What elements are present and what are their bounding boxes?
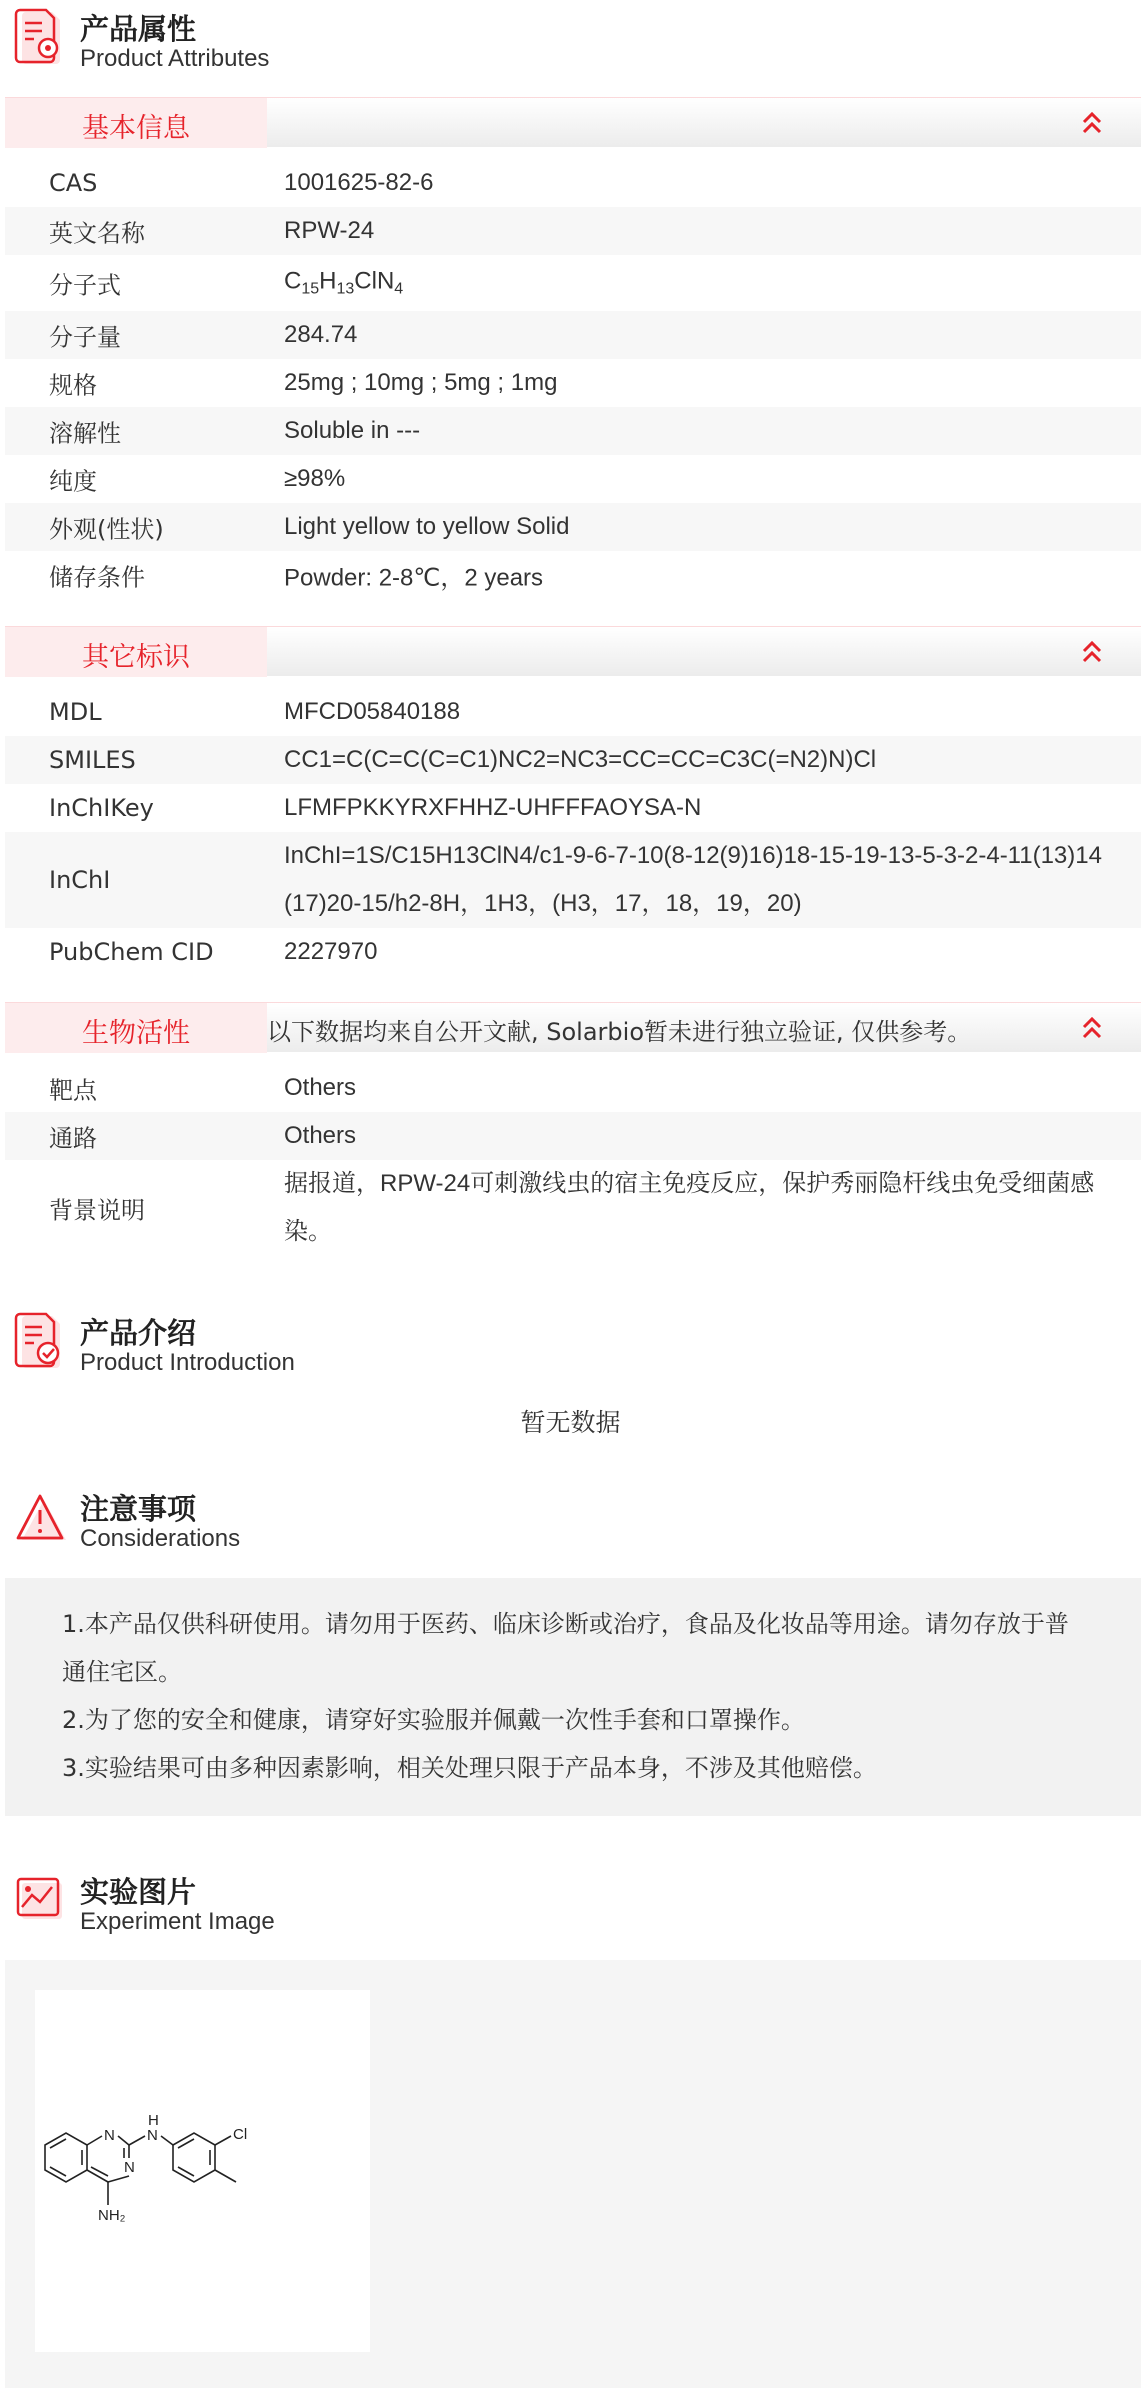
identifier-key: InChIKey (49, 794, 154, 822)
attribute-value: 284.74 (284, 321, 358, 348)
group-name: 基本信息 (82, 113, 190, 144)
image-chart-icon (14, 1869, 66, 1931)
attribute-key: 规格 (49, 371, 97, 400)
considerations-box (5, 1578, 1141, 1816)
warning-icon (14, 1486, 66, 1548)
identifier-row-inchi (5, 832, 1141, 928)
group-basic-info[interactable] (5, 97, 1141, 147)
bio-key: 通路 (49, 1124, 97, 1153)
consideration-item: 1.本产品仅供科研使用。请勿用于医药、临床诊断或治疗，食品及化妆品等用途。请勿存放于普通住宅区。 (62, 1610, 1069, 1686)
attribute-row-mw (5, 311, 1141, 359)
section-title: 注意事项 (80, 1492, 197, 1526)
identifier-key: MDL (49, 698, 102, 726)
collapse-chevron-icon[interactable] (1081, 1016, 1103, 1040)
attribute-row-spec (5, 359, 1141, 407)
group-other-ids[interactable] (5, 626, 1141, 676)
bio-key: 靶点 (49, 1076, 97, 1105)
attribute-value: 25mg ; 10mg ; 5mg ; 1mg (284, 369, 558, 396)
identifier-value: CC1=C(C=C(C=C1)NC2=NC3=CC=CC=C3C(=N2)N)Cl (284, 746, 877, 773)
group-name: 其它标识 (82, 642, 190, 673)
identifier-row-mdl (5, 688, 1141, 736)
document-check-icon (14, 1310, 66, 1372)
consideration-item: 2.为了您的安全和健康，请穿好实验服并佩戴一次性手套和口罩操作。 (62, 1706, 805, 1734)
section-subtitle: Product Attributes (80, 45, 270, 72)
attribute-value: 1001625-82-6 (284, 169, 434, 196)
collapse-chevron-icon[interactable] (1081, 640, 1103, 664)
attribute-key: 储存条件 (49, 563, 145, 592)
identifier-key: InChI (49, 866, 111, 894)
atom-label-nh2: NH₂ (98, 2207, 126, 2224)
identifier-value: LFMFPKKYRXFHHZ-UHFFFAOYSA-N (284, 794, 702, 821)
group-bioactivity[interactable] (5, 1002, 1141, 1052)
group-name: 生物活性 (82, 1018, 190, 1049)
attribute-row-formula (5, 255, 1141, 311)
experiment-image-area (5, 1960, 1141, 2388)
no-data-text: 暂无数据 (520, 1408, 621, 1437)
attribute-key: 溶解性 (49, 419, 121, 448)
section-title: 产品介绍 (80, 1316, 197, 1350)
attribute-key: 分子式 (49, 271, 121, 300)
attribute-value: ≥98% (284, 465, 346, 492)
bio-row-background (5, 1160, 1141, 1256)
attribute-row-solubility (5, 407, 1141, 455)
group-tab (5, 627, 267, 677)
attribute-value: Soluble in --- (284, 417, 421, 444)
identifier-key: SMILES (49, 746, 136, 774)
atom-label-cl: Cl (233, 2126, 248, 2143)
attribute-value: RPW-24 (284, 217, 375, 244)
attribute-row-appearance (5, 503, 1141, 551)
identifier-key: PubChem CID (49, 938, 214, 966)
atom-label-n: N (104, 2127, 115, 2144)
attribute-key: 纯度 (49, 467, 97, 496)
document-gear-icon (14, 6, 66, 68)
attribute-key: 英文名称 (49, 219, 145, 248)
attribute-row-storage (5, 551, 1141, 599)
structure-image[interactable] (35, 1990, 370, 2352)
identifier-value: InChI=1S/C15H13ClN4/c1-9-6-7-10(8-12(9)16)18-15-19-13-5-3-2-4-11(13)14(17)20-15/h2-8H，1H3，(H3，17，18，19，20) (284, 842, 1102, 917)
identifier-row-inchikey (5, 784, 1141, 832)
section-title: 实验图片 (80, 1875, 197, 1909)
molecular-formula: $C_{15}H_{13}ClN_4$ (284, 267, 404, 298)
bio-row-target (5, 1064, 1141, 1112)
group-tab (5, 1003, 267, 1053)
attribute-key: CAS (49, 169, 98, 197)
bio-key: 背景说明 (49, 1196, 145, 1225)
attribute-row-cas (5, 159, 1141, 207)
attribute-value: Light yellow to yellow Solid (284, 513, 570, 540)
bio-value: Others (284, 1122, 357, 1149)
section-subtitle: Product Introduction (80, 1349, 295, 1376)
attribute-value: Powder: 2-8℃，2 years (284, 564, 544, 592)
attribute-key: 外观(性状) (49, 515, 164, 544)
identifier-value: 2227970 (284, 938, 378, 965)
group-tab (5, 98, 267, 148)
section-subtitle: Experiment Image (80, 1908, 275, 1935)
bio-value: 据报道，RPW-24可刺激线虫的宿主免疫反应，保护秀丽隐杆线虫免受细菌感染。 (284, 1170, 1095, 1245)
attribute-key: 分子量 (49, 323, 121, 352)
consideration-item: 3.实验结果可由多种因素影响，相关处理只限于产品本身，不涉及其他赔偿。 (62, 1754, 877, 1782)
chemical-structure (35, 1990, 370, 2352)
section-subtitle: Considerations (80, 1525, 241, 1552)
atom-label-h: H (148, 2112, 159, 2129)
section-title: 产品属性 (80, 12, 197, 46)
attribute-row-english-name (5, 207, 1141, 255)
collapse-chevron-icon[interactable] (1081, 111, 1103, 135)
attribute-row-purity (5, 455, 1141, 503)
atom-label-n: N (147, 2127, 158, 2144)
atom-label-n: N (124, 2159, 135, 2176)
bio-value: Others (284, 1074, 357, 1101)
identifier-value: MFCD05840188 (284, 698, 461, 725)
group-note: 以下数据均来自公开文献, Solarbio暂未进行独立验证, 仅供参考。 (267, 1018, 972, 1046)
bio-row-pathway (5, 1112, 1141, 1160)
identifier-row-smiles (5, 736, 1141, 784)
identifier-row-pubchem (5, 928, 1141, 976)
